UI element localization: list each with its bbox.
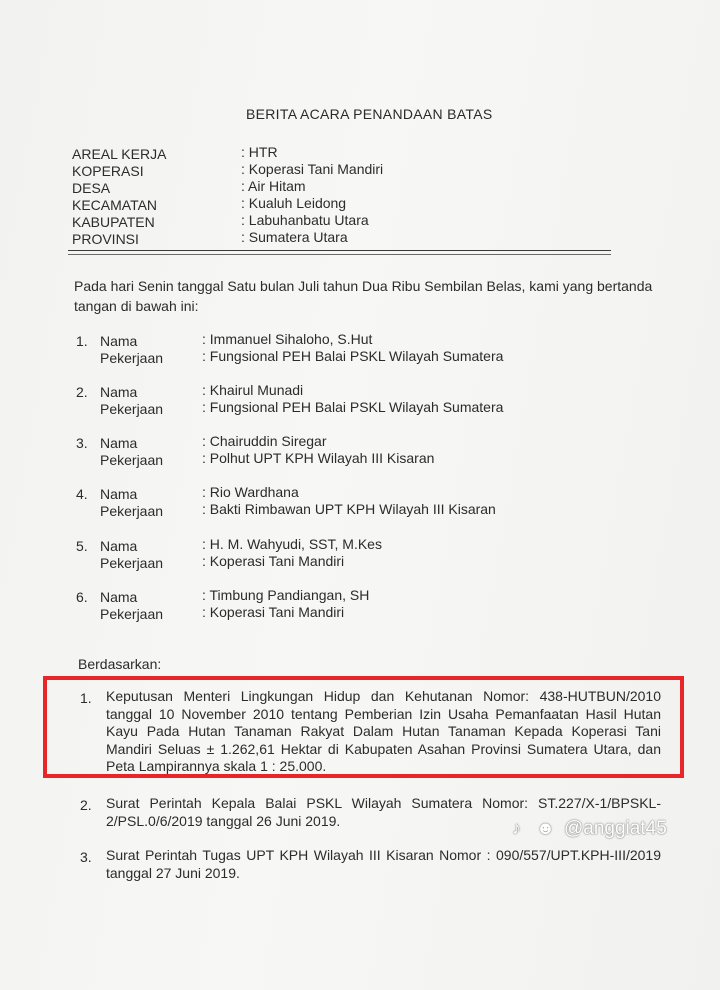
person-name-value: : H. M. Wahyudi, SST, M.Kes (202, 536, 382, 552)
person-job-value: : Fungsional PEH Balai PSKL Wilayah Sumatera (202, 348, 504, 364)
person-number: 1. (76, 333, 88, 349)
based-on-heading: Berdasarkan: (78, 656, 162, 672)
header-value-kabupaten: : Labuhanbatu Utara (241, 212, 369, 228)
document-title: BERITA ACARA PENANDAAN BATAS (246, 106, 493, 122)
basis-text: Surat Perintah Kepala Balai PSKL Wilayah Sumatera Nomor: ST.227/X-1/BPSKL-2/PSL.0/6/2019 tanggal 26 Juni 2019. (106, 795, 661, 829)
person-number: 5. (76, 538, 88, 554)
person-number: 3. (76, 435, 88, 451)
person-job-label: Pekerjaan (100, 452, 164, 468)
person-job-value: : Fungsional PEH Balai PSKL Wilayah Sumatera (202, 399, 504, 415)
header-value-koperasi: : Koperasi Tani Mandiri (241, 161, 384, 177)
intro-paragraph (74, 276, 664, 316)
person-job-label: Pekerjaan (100, 401, 164, 417)
header-label-areal-kerja: AREAL KERJA (72, 146, 167, 162)
person-job-label: Pekerjaan (100, 606, 164, 622)
header-value-kecamatan: : Kualuh Leidong (241, 195, 347, 211)
basis-number: 1. (80, 690, 92, 706)
basis-text: Surat Perintah Tugas UPT KPH Wilayah III Kisaran Nomor : 090/557/UPT.KPH-III/2019 tanggal 27 Juni 2019. (106, 847, 661, 881)
basis-number: 3. (80, 849, 92, 865)
tiktok-icon: ♪ (512, 818, 521, 838)
header-label-provinsi: PROVINSI (72, 231, 139, 247)
basis-number: 2. (80, 797, 92, 813)
person-number: 6. (76, 589, 88, 605)
header-divider (68, 250, 611, 251)
person-name-value: : Chairuddin Siregar (202, 433, 327, 449)
header-label-koperasi: KOPERASI (72, 163, 144, 179)
header-value-desa: : Air Hitam (241, 178, 306, 194)
header-label-kecamatan: KECAMATAN (72, 197, 158, 213)
header-value-provinsi: : Sumatera Utara (241, 229, 348, 245)
person-name-value: : Khairul Munadi (202, 382, 304, 398)
person-number: 4. (76, 486, 88, 502)
person-name-label: Nama (100, 333, 138, 349)
person-job-value: : Polhut UPT KPH Wilayah III Kisaran (202, 450, 435, 466)
person-name-label: Nama (100, 486, 138, 502)
person-name-label: Nama (100, 538, 138, 554)
intro-line-2: tangan di bawah ini: (74, 298, 199, 314)
person-name-value: : Rio Wardhana (202, 484, 299, 500)
person-job-label: Pekerjaan (100, 503, 164, 519)
basis-text: Keputusan Menteri Lingkungan Hidup dan Kehutanan Nomor: 438-HUTBUN/2010 tanggal 10 November 2010 tentang Pemberian Izin Usaha Pemanfaatan Hasil Hutan Kayu Pada Hutan Tanaman Rakyat Dalam Hutan Tanaman Kepada Koperasi Tani Mandiri Seluas ± 1.262,61 Hektar di Kabupaten Asahan Provinsi Sumatera Utara, dan Peta Lampirannya skala 1 : 25.000. (106, 688, 661, 774)
person-job-value: : Bakti Rimbawan UPT KPH Wilayah III Kisaran (202, 501, 496, 517)
header-divider-secondary (68, 254, 611, 255)
person-job-label: Pekerjaan (100, 555, 164, 571)
header-label-desa: DESA (72, 180, 111, 196)
person-name-label: Nama (100, 384, 138, 400)
watermark-handle: @anggiat45 (564, 818, 667, 839)
person-job-value: : Koperasi Tani Mandiri (202, 604, 345, 620)
person-name-value: : Immanuel Sihaloho, S.Hut (202, 331, 373, 347)
person-name-label: Nama (100, 435, 138, 451)
header-label-kabupaten: KABUPATEN (72, 214, 155, 230)
user-icon: ☻ (536, 818, 555, 838)
person-job-value: : Koperasi Tani Mandiri (202, 553, 345, 569)
intro-line-1: Pada hari Senin tanggal Satu bulan Juli tahun Dua Ribu Sembilan Belas, kami yang bertanda (74, 278, 653, 294)
person-name-label: Nama (100, 589, 138, 605)
person-name-value: : Timbung Pandiangan, SH (202, 587, 370, 603)
watermark (512, 818, 712, 844)
person-job-label: Pekerjaan (100, 350, 164, 366)
header-value-areal-kerja: : HTR (241, 144, 278, 160)
person-number: 2. (76, 384, 88, 400)
